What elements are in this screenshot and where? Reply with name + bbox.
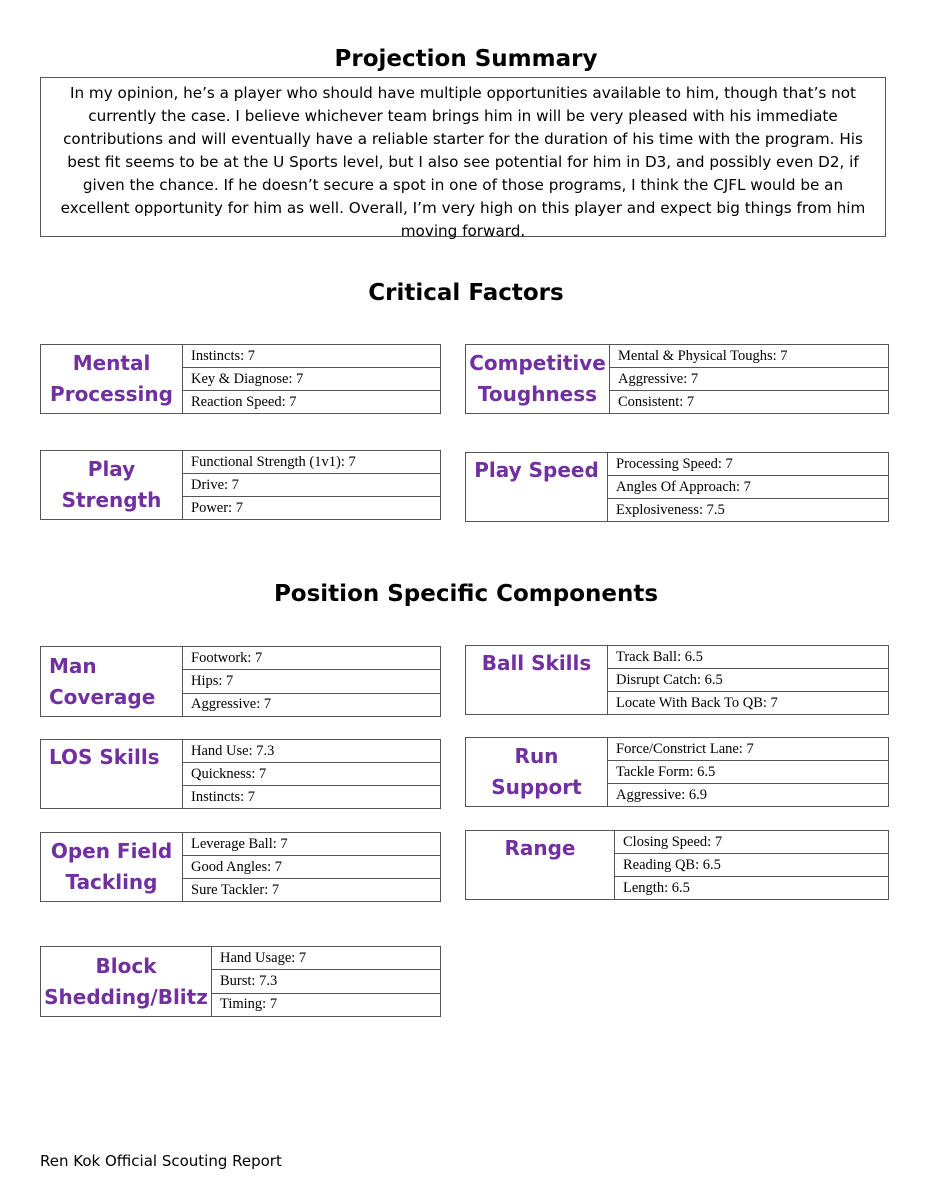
- card-label-line: Toughness: [477, 382, 598, 406]
- card-label-line: Competitive: [469, 351, 606, 375]
- rating-row: Reading QB: 6.5: [615, 853, 888, 876]
- mental-processing-card: [40, 344, 441, 414]
- card-label-line: Open Field: [50, 839, 173, 863]
- rating-row: Processing Speed: 7: [616, 455, 733, 472]
- rating-row: Reaction Speed: 7: [183, 390, 440, 413]
- card-label-line: Processing: [50, 382, 173, 406]
- card-label-line: Ball Skills: [481, 651, 592, 675]
- card-rows: [614, 831, 888, 899]
- rating-row: Explosiveness: 7.5: [608, 498, 888, 521]
- card-label-line: Block: [95, 953, 157, 978]
- rating-row: Quickness: 7: [183, 762, 440, 785]
- card-label-line: Play: [87, 457, 136, 481]
- card-label-line: Support: [491, 775, 582, 799]
- rating-row: Timing: 7: [212, 993, 440, 1016]
- projection-summary-title: Projection Summary: [334, 46, 598, 72]
- play-speed-card: [465, 452, 889, 522]
- rating-row: Consistent: 7: [610, 390, 888, 413]
- rating-row: Track Ball: 6.5: [616, 648, 703, 665]
- rating-row: Burst: 7.3: [212, 969, 440, 992]
- rating-row: Instincts: 7: [183, 785, 440, 808]
- card-label: [466, 646, 607, 714]
- rating-row: Leverage Ball: 7: [191, 835, 288, 852]
- play-strength-card: [40, 450, 441, 520]
- card-rows: [609, 345, 888, 413]
- critical-factors-title: Critical Factors: [368, 280, 564, 306]
- rating-row: Aggressive: 7: [183, 693, 440, 716]
- card-label-line: Shedding/Blitz: [44, 984, 208, 1009]
- los-skills-card: [40, 739, 441, 809]
- card-label-line: LOS Skills: [49, 745, 160, 769]
- card-rows: [607, 738, 888, 806]
- projection-summary-text: In my opinion, he’s a player who should have multiple opportunities available to him, though that’s not currently the case. I believe whichever team brings him in will be very pleased with his immediate contributions and will eventually have a reliable starter for the duration of his time with the program. His best fit seems to be at the U Sports level, but I also see potential for him in D3, and possibly even D2, if given the chance. If he doesn’t secure a spot in one of those programs, I think the CJFL would be an excellent opportunity for him as well. Overall, I’m very high on this player and expect big things from him moving forward.: [40, 77, 886, 237]
- card-rows: [211, 947, 440, 1016]
- card-label: [41, 947, 211, 1016]
- rating-row: Mental & Physical Toughs: 7: [618, 347, 788, 364]
- open-field-tackling-card: [40, 832, 441, 902]
- rating-row: Key & Diagnose: 7: [183, 367, 440, 390]
- rating-row: Locate With Back To QB: 7: [608, 691, 888, 714]
- rating-row: Good Angles: 7: [183, 855, 440, 878]
- rating-row: Hips: 7: [183, 669, 440, 692]
- rating-row: Force/Constrict Lane: 7: [616, 740, 754, 757]
- card-label-line: Play Speed: [474, 458, 599, 482]
- card-label-line: Tackling: [65, 870, 158, 894]
- card-label: [41, 740, 182, 808]
- footer-text: Ren Kok Official Scouting Report: [40, 1152, 282, 1170]
- card-rows: [182, 451, 440, 519]
- card-rows: [182, 647, 440, 716]
- rating-row: Tackle Form: 6.5: [608, 760, 888, 783]
- card-label-line: Run: [514, 744, 559, 768]
- rating-row: Power: 7: [183, 496, 440, 519]
- rating-row: Hand Usage: 7: [220, 949, 307, 966]
- rating-row: Hand Use: 7.3: [191, 742, 275, 759]
- card-rows: [182, 833, 440, 901]
- card-label: [466, 831, 614, 899]
- rating-row: Disrupt Catch: 6.5: [608, 668, 888, 691]
- card-rows: [607, 453, 888, 521]
- card-label-line: Strength: [61, 488, 162, 512]
- card-label: [41, 345, 182, 413]
- card-label: [466, 345, 609, 413]
- card-rows: [182, 345, 440, 413]
- rating-row: Functional Strength (1v1): 7: [191, 453, 356, 470]
- card-rows: [182, 740, 440, 808]
- range-card: [465, 830, 889, 900]
- card-label: [466, 453, 607, 521]
- card-label-line: Range: [504, 836, 576, 860]
- ball-skills-card: [465, 645, 889, 715]
- card-label-line: Mental: [72, 351, 151, 375]
- competitive-toughness-card: [465, 344, 889, 414]
- man-coverage-card: [40, 646, 441, 717]
- card-label-line: Man: [49, 653, 97, 678]
- run-support-card: [465, 737, 889, 807]
- block-shedding-card: [40, 946, 441, 1017]
- rating-row: Length: 6.5: [615, 876, 888, 899]
- rating-row: Instincts: 7: [191, 347, 256, 364]
- card-label: [41, 451, 182, 519]
- card-label: [41, 647, 182, 716]
- rating-row: Angles Of Approach: 7: [608, 475, 888, 498]
- rating-row: Sure Tackler: 7: [183, 878, 440, 901]
- card-label: [41, 833, 182, 901]
- rating-row: Footwork: 7: [191, 649, 263, 666]
- card-label: [466, 738, 607, 806]
- card-label-line: Coverage: [49, 684, 156, 709]
- rating-row: Aggressive: 7: [610, 367, 888, 390]
- rating-row: Closing Speed: 7: [623, 833, 723, 850]
- rating-row: Aggressive: 6.9: [608, 783, 888, 806]
- position-components-title: Position Specific Components: [273, 581, 659, 607]
- card-rows: [607, 646, 888, 714]
- rating-row: Drive: 7: [183, 473, 440, 496]
